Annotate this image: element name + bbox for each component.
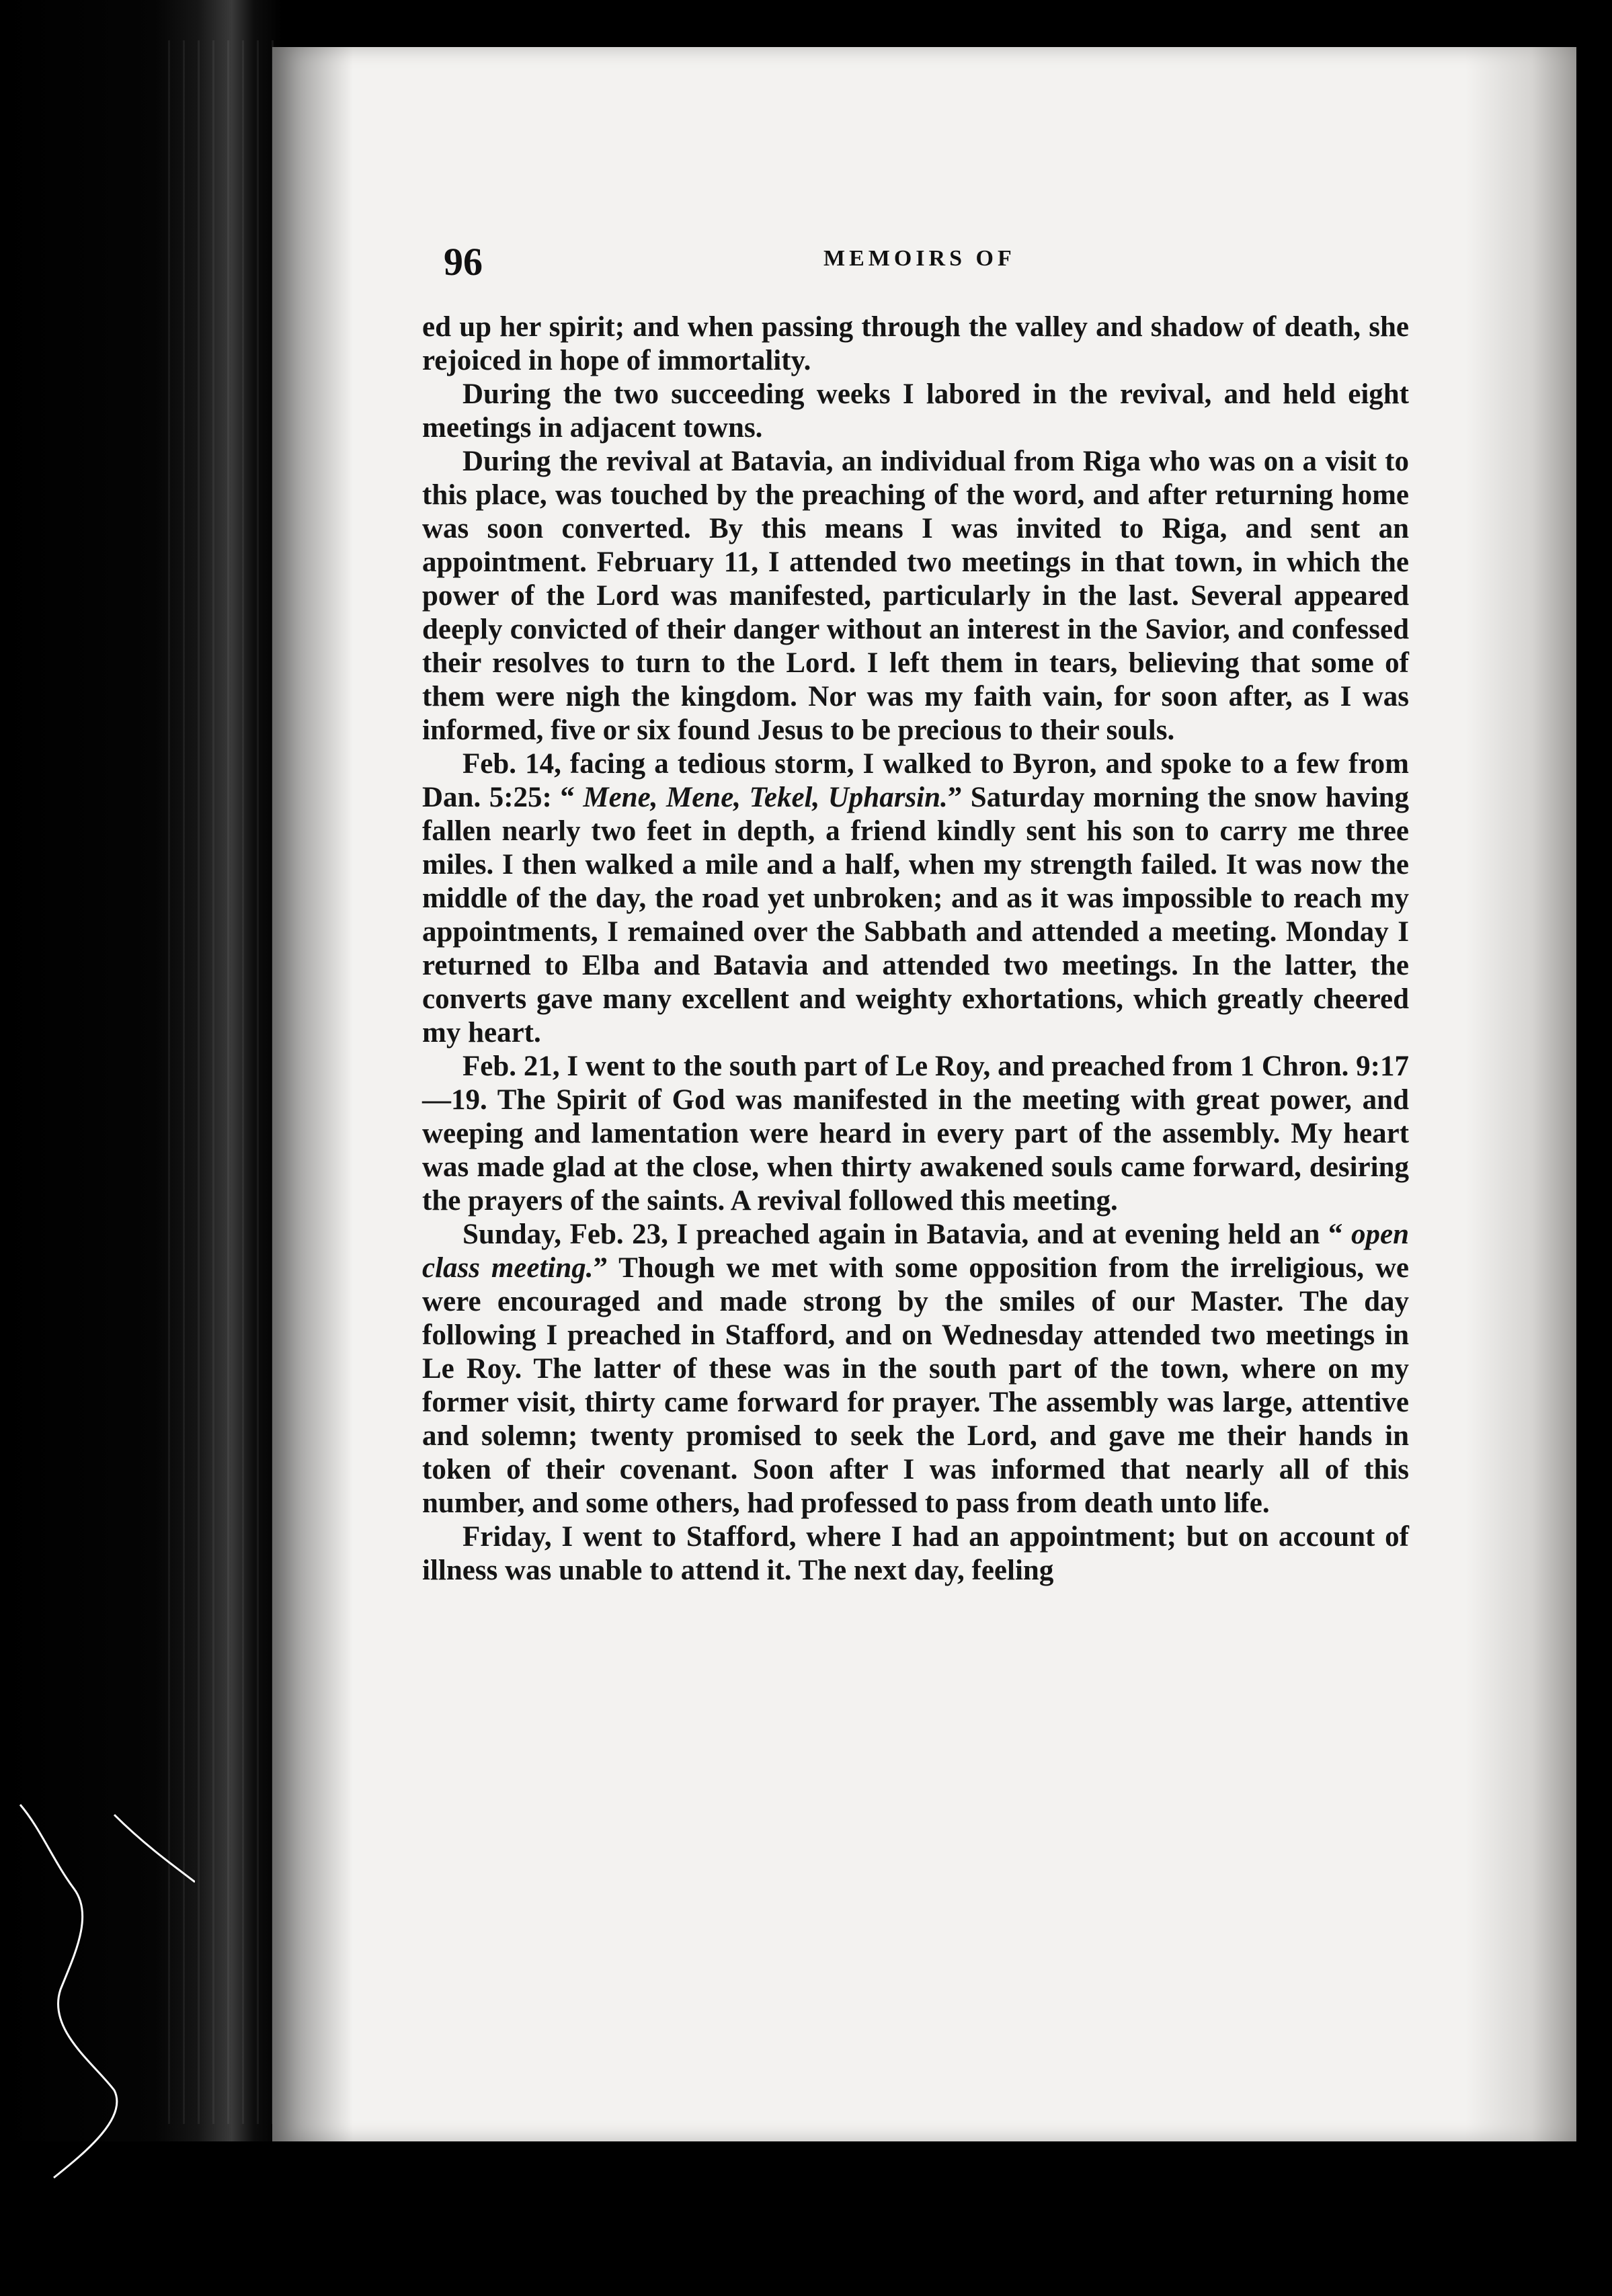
italic-text: Mene, Mene, Tekel, Upharsin. xyxy=(583,782,948,813)
text-segment: ” Saturday morning the snow having fallen nearly two feet in depth, a friend kindly sent his son to carry me three miles. I then walked a mile and a half, when my strength failed. It was now the middle of the day, the road yet unbroken; and as it was impossible to reach my appointments, I remained over the Sabbath and attended a meeting. Monday I returned to Elba and Batavia and attended two meetings. In the latter, the converts gave many excellent and weighty exhortations, which greatly cheered my heart. xyxy=(422,782,1409,1049)
body-text xyxy=(422,311,1409,1588)
page-edge-shadow xyxy=(1465,47,1576,2141)
paragraph xyxy=(422,378,1409,445)
paragraph xyxy=(422,1050,1409,1218)
scanner-frame-right xyxy=(1576,0,1612,2296)
running-head: MEMOIRS OF xyxy=(823,246,1016,271)
margin-scribble xyxy=(13,1801,195,2205)
gutter-shadow xyxy=(272,47,353,2141)
text-segment: Feb. 14, facing a tedious storm, I walked to Byron, and spoke to a few from Dan. 5:25: “ xyxy=(422,748,1409,813)
text-segment: Friday, I went to Stafford, where I had an appointment; but on account of illness was unable to attend it. The next day, feeling xyxy=(422,1521,1409,1586)
scanner-frame-bottom xyxy=(0,2141,1612,2296)
text-segment: Feb. 21, I went to the south part of Le Roy, and preached from 1 Chron. 9:17—19. The Spirit of God was manifested in the meeting with great power, and weeping and lamentation were heard in every part of the assembly. My heart was made glad at the close, when thirty awakened souls came forward, desiring the prayers of the saints. A revival followed this meeting. xyxy=(422,1051,1409,1217)
page-number: 96 xyxy=(444,240,483,284)
paragraph xyxy=(422,747,1409,1050)
text-segment: ” Though we met with some opposition from the irreligious, we were encouraged and made strong by the smiles of our Master. The day following I preached in Stafford, and on Wednesday attended two meetings in Le Roy. The latter of these was in the south part of the town, where on my former visit, thirty came forward for prayer. The assembly was large, attentive and solemn; twenty promised to seek the Lord, and gave me their hands in token of their covenant. Soon after I was informed that nearly all of this number, and some others, had professed to pass from death unto life. xyxy=(422,1252,1409,1519)
text-segment: During the revival at Batavia, an individual from Riga who was on a visit to this place, was touched by the preaching of the word, and after returning home was soon converted. By this means I was invited to Riga, and sent an appointment. February 11, I attended two meetings in that town, in which the power of the Lord was manifested, particularly in the last. Several appeared deeply convicted of their danger without an interest in the Savior, and confessed their resolves to turn to the Lord. I left them in tears, believing that some of them were nigh the kingdom. Nor was my faith vain, for soon after, as I was informed, five or six found Jesus to be precious to their souls. xyxy=(422,446,1409,746)
text-segment: Sunday, Feb. 23, I preached again in Batavia, and at evening held an “ xyxy=(462,1219,1351,1250)
page-header xyxy=(444,239,1405,293)
paragraph xyxy=(422,1520,1409,1588)
text-segment: During the two succeeding weeks I labored in the revival, and held eight meetings in adjacent towns. xyxy=(422,378,1409,444)
paragraph xyxy=(422,445,1409,747)
paragraph xyxy=(422,311,1409,378)
italic-text: open class meeting. xyxy=(422,1219,1409,1284)
paragraph xyxy=(422,1218,1409,1520)
text-segment: ed up her spirit; and when passing through the valley and shadow of death, she rejoiced in hope of immortality. xyxy=(422,311,1409,376)
